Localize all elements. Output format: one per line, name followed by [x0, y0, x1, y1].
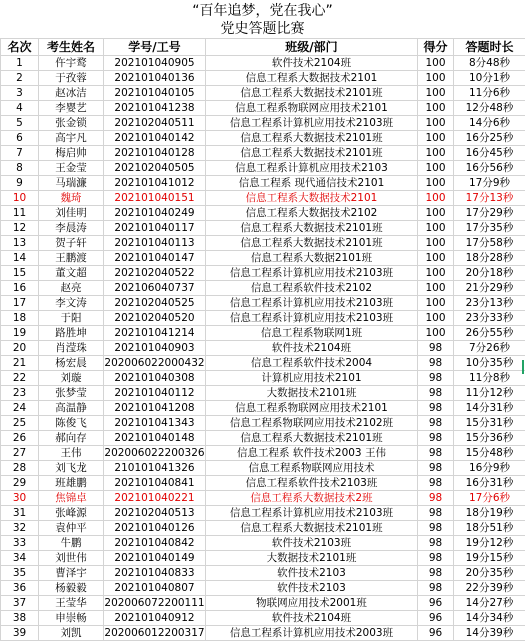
rank-cell[interactable]: 1	[1, 56, 39, 71]
time-cell[interactable]: 18分28秒	[454, 251, 525, 266]
name-cell[interactable]: 赵亮	[39, 281, 104, 296]
id-cell[interactable]: 202006022000432	[104, 356, 206, 371]
score-cell[interactable]: 100	[418, 56, 454, 71]
time-cell[interactable]: 23分13秒	[454, 296, 525, 311]
table-row	[1, 356, 525, 371]
id-cell[interactable]: 202006022200326	[104, 446, 206, 461]
table-row	[1, 431, 525, 446]
rank-cell[interactable]: 2	[1, 71, 39, 86]
class-cell[interactable]: 信息工程系 软件技术2003 王伟	[206, 446, 418, 461]
table-row	[1, 386, 525, 401]
name-cell[interactable]: 李文涛	[39, 296, 104, 311]
score-cell[interactable]: 98	[418, 401, 454, 416]
rank-cell[interactable]: 20	[1, 341, 39, 356]
id-cell[interactable]: 202101041343	[104, 416, 206, 431]
rank-cell[interactable]: 18	[1, 311, 39, 326]
class-cell[interactable]: 信息工程系 现代通信技术2101	[206, 176, 418, 191]
table-row	[1, 101, 525, 116]
name-cell[interactable]: 魏琦	[39, 191, 104, 206]
table-row	[1, 206, 525, 221]
table-row	[1, 401, 525, 416]
table-row	[1, 566, 525, 581]
rank-cell[interactable]: 26	[1, 431, 39, 446]
rank-cell[interactable]: 4	[1, 101, 39, 116]
id-cell[interactable]: 202101040807	[104, 581, 206, 596]
score-cell[interactable]: 98	[418, 521, 454, 536]
rank-cell[interactable]: 6	[1, 131, 39, 146]
score-cell[interactable]: 98	[418, 341, 454, 356]
id-cell[interactable]: 202101040903	[104, 341, 206, 356]
score-cell[interactable]: 100	[418, 71, 454, 86]
score-cell[interactable]: 100	[418, 161, 454, 176]
time-cell[interactable]: 15分36秒	[454, 431, 525, 446]
table-row	[1, 296, 525, 311]
class-cell[interactable]: 信息工程系大数据技术2102	[206, 206, 418, 221]
class-cell[interactable]: 信息工程系物联网1班	[206, 326, 418, 341]
name-cell[interactable]: 申崇畅	[39, 611, 104, 626]
id-cell[interactable]: 202101041208	[104, 401, 206, 416]
table-row	[1, 446, 525, 461]
name-cell[interactable]: 袁仲平	[39, 521, 104, 536]
score-cell[interactable]: 100	[418, 101, 454, 116]
score-cell[interactable]: 98	[418, 551, 454, 566]
class-cell[interactable]: 大数据技术2101班	[206, 551, 418, 566]
sheet-edge-marker	[522, 360, 524, 374]
class-cell[interactable]: 信息工程系计算机应用技术2103班	[206, 506, 418, 521]
time-cell[interactable]: 7分26秒	[454, 341, 525, 356]
score-cell[interactable]: 98	[418, 431, 454, 446]
rank-cell[interactable]: 8	[1, 161, 39, 176]
id-cell[interactable]: 202101040149	[104, 551, 206, 566]
column-header-rank[interactable]: 名次	[1, 39, 39, 56]
rank-cell[interactable]: 28	[1, 461, 39, 476]
name-cell[interactable]: 王金莹	[39, 161, 104, 176]
table-row	[1, 326, 525, 341]
rank-cell[interactable]: 10	[1, 191, 39, 206]
score-cell[interactable]: 100	[418, 326, 454, 341]
class-cell[interactable]: 信息工程系计算机应用技术2103班	[206, 266, 418, 281]
rank-cell[interactable]: 14	[1, 251, 39, 266]
class-cell[interactable]: 计算机应用技术2101	[206, 371, 418, 386]
id-cell[interactable]: 210101041326	[104, 461, 206, 476]
time-cell[interactable]: 22分39秒	[454, 581, 525, 596]
time-cell[interactable]: 17分6秒	[454, 491, 525, 506]
rank-cell[interactable]: 32	[1, 521, 39, 536]
score-cell[interactable]: 100	[418, 296, 454, 311]
id-cell[interactable]: 202101040112	[104, 386, 206, 401]
time-cell[interactable]: 20分18秒	[454, 266, 525, 281]
name-cell[interactable]: 于阳	[39, 311, 104, 326]
rank-cell[interactable]: 29	[1, 476, 39, 491]
id-cell[interactable]: 202102040522	[104, 266, 206, 281]
score-cell[interactable]: 100	[418, 146, 454, 161]
table-row	[1, 236, 525, 251]
score-cell[interactable]: 100	[418, 191, 454, 206]
class-cell[interactable]: 软件技术2104班	[206, 56, 418, 71]
table-row	[1, 341, 525, 356]
score-cell[interactable]: 96	[418, 611, 454, 626]
table-row	[1, 116, 525, 131]
name-cell[interactable]: 肖滢珠	[39, 341, 104, 356]
rank-cell[interactable]: 37	[1, 596, 39, 611]
class-cell[interactable]: 信息工程系大数据技术2101	[206, 71, 418, 86]
score-cell[interactable]: 96	[418, 596, 454, 611]
name-cell[interactable]: 高宇凡	[39, 131, 104, 146]
time-cell[interactable]: 17分9秒	[454, 176, 525, 191]
table-row	[1, 476, 525, 491]
table-row	[1, 176, 525, 191]
time-cell[interactable]: 26分55秒	[454, 326, 525, 341]
id-cell[interactable]: 202101040105	[104, 86, 206, 101]
time-cell[interactable]: 14分31秒	[454, 401, 525, 416]
time-cell[interactable]: 16分31秒	[454, 476, 525, 491]
name-cell[interactable]: 李晨涛	[39, 221, 104, 236]
score-cell[interactable]: 100	[418, 131, 454, 146]
id-cell[interactable]: 202101040912	[104, 611, 206, 626]
table-row	[1, 191, 525, 206]
time-cell[interactable]: 11分12秒	[454, 386, 525, 401]
name-cell[interactable]: 刘世伟	[39, 551, 104, 566]
id-cell[interactable]: 202101040147	[104, 251, 206, 266]
class-cell[interactable]: 大数据技术2101班	[206, 386, 418, 401]
table-row	[1, 596, 525, 611]
name-cell[interactable]: 马瑞濂	[39, 176, 104, 191]
score-cell[interactable]: 100	[418, 206, 454, 221]
name-cell[interactable]: 杨毅毅	[39, 581, 104, 596]
score-cell[interactable]: 100	[418, 251, 454, 266]
table-row	[1, 221, 525, 236]
score-cell[interactable]: 98	[418, 356, 454, 371]
table-row	[1, 161, 525, 176]
time-cell[interactable]: 12分48秒	[454, 101, 525, 116]
class-cell[interactable]: 信息工程系物联网应用技术2101	[206, 101, 418, 116]
table-row	[1, 131, 525, 146]
name-cell[interactable]: 刘凯	[39, 626, 104, 641]
table-row	[1, 281, 525, 296]
time-cell[interactable]: 16分45秒	[454, 146, 525, 161]
name-cell[interactable]: 杨宏晨	[39, 356, 104, 371]
time-cell[interactable]: 14分34秒	[454, 611, 525, 626]
class-cell[interactable]: 信息工程系计算机应用技术2103班	[206, 311, 418, 326]
score-cell[interactable]: 98	[418, 446, 454, 461]
table-row	[1, 56, 525, 71]
time-cell[interactable]: 19分15秒	[454, 551, 525, 566]
time-cell[interactable]: 8分48秒	[454, 56, 525, 71]
rank-cell[interactable]: 21	[1, 356, 39, 371]
rank-cell[interactable]: 11	[1, 206, 39, 221]
id-cell[interactable]: 202101040221	[104, 491, 206, 506]
rank-cell[interactable]: 5	[1, 116, 39, 131]
name-cell[interactable]: 高温静	[39, 401, 104, 416]
class-cell[interactable]: 软件技术2103	[206, 581, 418, 596]
table-row	[1, 491, 525, 506]
id-cell[interactable]: 202102040505	[104, 161, 206, 176]
class-cell[interactable]: 信息工程系物联网应用技术2102班	[206, 416, 418, 431]
score-cell[interactable]: 98	[418, 581, 454, 596]
id-cell[interactable]: 202101040148	[104, 431, 206, 446]
name-cell[interactable]: 曹泽宇	[39, 566, 104, 581]
time-cell[interactable]: 11分6秒	[454, 86, 525, 101]
score-cell[interactable]: 98	[418, 461, 454, 476]
table-row	[1, 146, 525, 161]
rank-cell[interactable]: 3	[1, 86, 39, 101]
table-body	[1, 56, 525, 641]
score-cell[interactable]: 100	[418, 86, 454, 101]
rank-cell[interactable]: 24	[1, 401, 39, 416]
score-cell[interactable]: 98	[418, 566, 454, 581]
name-cell[interactable]: 刘佳明	[39, 206, 104, 221]
class-cell[interactable]: 软件技术2103	[206, 566, 418, 581]
name-cell[interactable]: 郝向存	[39, 431, 104, 446]
rank-cell[interactable]: 36	[1, 581, 39, 596]
id-cell[interactable]: 202102040511	[104, 116, 206, 131]
score-cell[interactable]: 100	[418, 176, 454, 191]
rank-cell[interactable]: 22	[1, 371, 39, 386]
score-cell[interactable]: 96	[418, 626, 454, 641]
score-cell[interactable]: 98	[418, 386, 454, 401]
time-cell[interactable]: 17分58秒	[454, 236, 525, 251]
time-cell[interactable]: 16分25秒	[454, 131, 525, 146]
time-cell[interactable]: 16分9秒	[454, 461, 525, 476]
class-cell[interactable]: 信息工程系大数据2101班	[206, 251, 418, 266]
name-cell[interactable]: 王伟	[39, 446, 104, 461]
time-cell[interactable]: 11分8秒	[454, 371, 525, 386]
rank-cell[interactable]: 33	[1, 536, 39, 551]
table-row	[1, 416, 525, 431]
score-cell[interactable]: 100	[418, 116, 454, 131]
class-cell[interactable]: 信息工程系大数据技术2101班	[206, 521, 418, 536]
id-cell[interactable]: 202101040842	[104, 536, 206, 551]
name-cell[interactable]: 刘飞龙	[39, 461, 104, 476]
name-cell[interactable]: 刘璇	[39, 371, 104, 386]
table-row	[1, 311, 525, 326]
rank-cell[interactable]: 19	[1, 326, 39, 341]
page-title: “百年追梦，党在我心”	[0, 2, 525, 20]
rank-cell[interactable]: 16	[1, 281, 39, 296]
table-row	[1, 251, 525, 266]
class-cell[interactable]: 信息工程系大数据技术2101班	[206, 131, 418, 146]
table-row	[1, 521, 525, 536]
name-cell[interactable]: 张金锁	[39, 116, 104, 131]
rank-cell[interactable]: 35	[1, 566, 39, 581]
time-cell[interactable]: 18分51秒	[454, 521, 525, 536]
score-cell[interactable]: 98	[418, 371, 454, 386]
time-cell[interactable]: 17分29秒	[454, 206, 525, 221]
score-cell[interactable]: 100	[418, 281, 454, 296]
class-cell[interactable]: 信息工程系大数据技术2101班	[206, 86, 418, 101]
name-cell[interactable]: 张峰源	[39, 506, 104, 521]
name-cell[interactable]: 牛鹏	[39, 536, 104, 551]
class-cell[interactable]: 软件技术2103班	[206, 536, 418, 551]
time-cell[interactable]: 16分56秒	[454, 161, 525, 176]
id-cell[interactable]: 202101040128	[104, 146, 206, 161]
table-row	[1, 371, 525, 386]
rank-cell[interactable]: 9	[1, 176, 39, 191]
name-cell[interactable]: 王莹华	[39, 596, 104, 611]
name-cell[interactable]: 王鹏渡	[39, 251, 104, 266]
class-cell[interactable]: 信息工程系计算机应用技术2103	[206, 161, 418, 176]
id-cell[interactable]: 202106040737	[104, 281, 206, 296]
column-header-name[interactable]: 考生姓名	[39, 39, 104, 56]
time-cell[interactable]: 18分19秒	[454, 506, 525, 521]
table-row	[1, 506, 525, 521]
header-row	[1, 39, 525, 56]
id-cell[interactable]: 202101040249	[104, 206, 206, 221]
score-cell[interactable]: 100	[418, 236, 454, 251]
name-cell[interactable]: 董文超	[39, 266, 104, 281]
column-header-id[interactable]: 学号/工号	[104, 39, 206, 56]
id-cell[interactable]: 202102040525	[104, 296, 206, 311]
class-cell[interactable]: 信息工程系大数据技术2101	[206, 191, 418, 206]
name-cell[interactable]: 班雄鹏	[39, 476, 104, 491]
id-cell[interactable]: 202101040126	[104, 521, 206, 536]
rank-cell[interactable]: 23	[1, 386, 39, 401]
class-cell[interactable]: 信息工程系大数据技术2101班	[206, 431, 418, 446]
class-cell[interactable]: 信息工程系软件技术2004	[206, 356, 418, 371]
id-cell[interactable]: 202101040142	[104, 131, 206, 146]
time-cell[interactable]: 20分35秒	[454, 566, 525, 581]
class-cell[interactable]: 信息工程系大数据技术2班	[206, 491, 418, 506]
time-cell[interactable]: 14分6秒	[454, 116, 525, 131]
class-cell[interactable]: 软件技术2104班	[206, 611, 418, 626]
class-cell[interactable]: 信息工程系软件技术2102	[206, 281, 418, 296]
name-cell[interactable]: 于孜蓉	[39, 71, 104, 86]
rank-cell[interactable]: 15	[1, 266, 39, 281]
table-row	[1, 611, 525, 626]
name-cell[interactable]: 梅启帅	[39, 146, 104, 161]
table-row	[1, 536, 525, 551]
time-cell[interactable]: 15分48秒	[454, 446, 525, 461]
rank-cell[interactable]: 17	[1, 296, 39, 311]
table-row	[1, 551, 525, 566]
score-cell[interactable]: 98	[418, 476, 454, 491]
id-cell[interactable]: 202101041214	[104, 326, 206, 341]
table-row	[1, 71, 525, 86]
time-cell[interactable]: 10分1秒	[454, 71, 525, 86]
time-cell[interactable]: 14分27秒	[454, 596, 525, 611]
name-cell[interactable]: 贺子轩	[39, 236, 104, 251]
class-cell[interactable]: 软件技术2104班	[206, 341, 418, 356]
name-cell[interactable]: 陈俊飞	[39, 416, 104, 431]
rank-cell[interactable]: 31	[1, 506, 39, 521]
rank-cell[interactable]: 30	[1, 491, 39, 506]
time-cell[interactable]: 17分35秒	[454, 221, 525, 236]
id-cell[interactable]: 202101040833	[104, 566, 206, 581]
rank-cell[interactable]: 38	[1, 611, 39, 626]
time-cell[interactable]: 10分35秒	[454, 356, 525, 371]
class-cell[interactable]: 物联网应用技术2001班	[206, 596, 418, 611]
time-cell[interactable]: 23分33秒	[454, 311, 525, 326]
class-cell[interactable]: 信息工程系大数据技术2101班	[206, 146, 418, 161]
id-cell[interactable]: 202101041238	[104, 101, 206, 116]
class-cell[interactable]: 信息工程系计算机应用技术2103班	[206, 116, 418, 131]
page-subtitle: 党史答题比赛	[0, 20, 525, 38]
rank-cell[interactable]: 13	[1, 236, 39, 251]
score-cell[interactable]: 98	[418, 536, 454, 551]
rank-cell[interactable]: 12	[1, 221, 39, 236]
rank-cell[interactable]: 39	[1, 626, 39, 641]
table-row	[1, 581, 525, 596]
class-cell[interactable]: 信息工程系计算机应用技术2103班	[206, 296, 418, 311]
id-cell[interactable]: 202101040113	[104, 236, 206, 251]
name-cell[interactable]: 焦锦卓	[39, 491, 104, 506]
time-cell[interactable]: 15分31秒	[454, 416, 525, 431]
name-cell[interactable]: 张梦莹	[39, 386, 104, 401]
id-cell[interactable]: 202101040117	[104, 221, 206, 236]
class-cell[interactable]: 信息工程系物联网应用技术2101	[206, 401, 418, 416]
time-cell[interactable]: 21分29秒	[454, 281, 525, 296]
score-cell[interactable]: 98	[418, 491, 454, 506]
class-cell[interactable]: 信息工程系计算机应用技术2003班	[206, 626, 418, 641]
id-cell[interactable]: 202006012200317	[104, 626, 206, 641]
id-cell[interactable]: 202101040136	[104, 71, 206, 86]
score-cell[interactable]: 98	[418, 506, 454, 521]
id-cell[interactable]: 202101040841	[104, 476, 206, 491]
table-row	[1, 86, 525, 101]
rank-cell[interactable]: 34	[1, 551, 39, 566]
class-cell[interactable]: 信息工程系大数据技术2101班	[206, 221, 418, 236]
table-row	[1, 626, 525, 641]
class-cell[interactable]: 信息工程系大数据技术2101班	[206, 236, 418, 251]
name-cell[interactable]: 路胜坤	[39, 326, 104, 341]
column-header-time[interactable]: 答题时长	[454, 39, 525, 56]
column-header-score[interactable]: 得分	[418, 39, 454, 56]
name-cell[interactable]: 仵宇鹜	[39, 56, 104, 71]
rank-cell[interactable]: 7	[1, 146, 39, 161]
column-header-class[interactable]: 班级/部门	[206, 39, 418, 56]
time-cell[interactable]: 17分13秒	[454, 191, 525, 206]
id-cell[interactable]: 202102040513	[104, 506, 206, 521]
rank-cell[interactable]: 27	[1, 446, 39, 461]
id-cell[interactable]: 202101041012	[104, 176, 206, 191]
score-cell[interactable]: 100	[418, 311, 454, 326]
table-row	[1, 461, 525, 476]
name-cell[interactable]: 赵冰洁	[39, 86, 104, 101]
name-cell[interactable]: 李婴艺	[39, 101, 104, 116]
table-row	[1, 266, 525, 281]
results-table	[0, 38, 525, 641]
score-cell[interactable]: 100	[418, 221, 454, 236]
class-cell[interactable]: 信息工程系软件技术2103班	[206, 476, 418, 491]
time-cell[interactable]: 14分39秒	[454, 626, 525, 641]
id-cell[interactable]: 202102040520	[104, 311, 206, 326]
id-cell[interactable]: 202101040151	[104, 191, 206, 206]
id-cell[interactable]: 202101040905	[104, 56, 206, 71]
score-cell[interactable]: 98	[418, 416, 454, 431]
rank-cell[interactable]: 25	[1, 416, 39, 431]
id-cell[interactable]: 202006072200111	[104, 596, 206, 611]
class-cell[interactable]: 信息工程系物联网应用技术	[206, 461, 418, 476]
id-cell[interactable]: 202101040308	[104, 371, 206, 386]
time-cell[interactable]: 19分12秒	[454, 536, 525, 551]
score-cell[interactable]: 100	[418, 266, 454, 281]
